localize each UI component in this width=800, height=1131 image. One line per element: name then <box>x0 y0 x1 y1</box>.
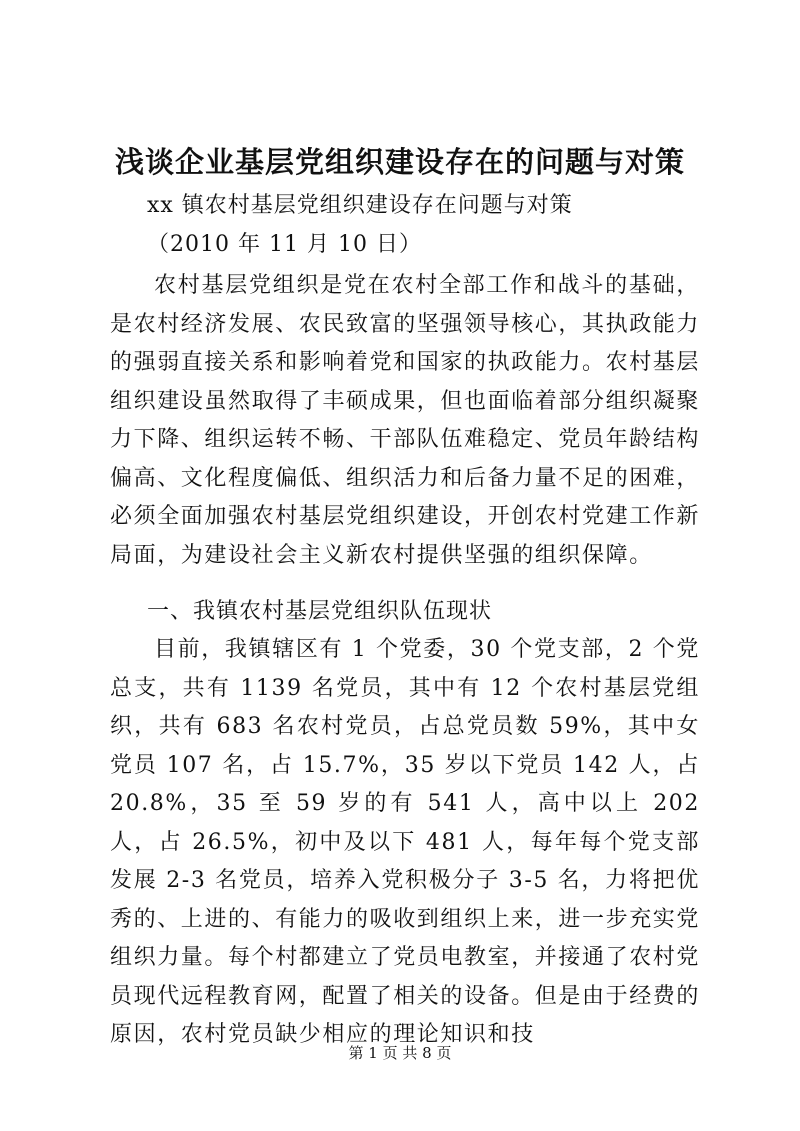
body-paragraph: 目前，我镇辖区有 1 个党委，30 个党支部，2 个党总支，共有 1139 名党员，其中有 12 个农村基层党组织，共有 683 名农村党员，占总党员数 59%，其中女党员 107 名，占 15.7%，35 岁以下党员 142 人，占 20.8%，35 至 59 岁的有 541 人，高中以上 202 人，占 26.5%，初中及以下 481 人，每年每个党支部发展 2-3 名党员，培养入党积极分子 3-5 名，力将把优秀的、上进的、有能力的吸收到组织上来，进一步充实党组织力量。每个村都建立了党员电教室，并接通了农村党员现代远程教育网，配置了相关的设备。但是由于经费的原因，农村党员缺少相应的理论知识和技 <box>110 637 701 1047</box>
section-heading: 一、我镇农村基层党组织队伍现状 <box>147 599 493 624</box>
document-subtitle: xx 镇农村基层党组织建设存在问题与对策 <box>147 193 573 218</box>
body-paragraph: 农村基层党组织是党在农村全部工作和战斗的基础，是农村经济发展、农民致富的坚强领导核心，其执政能力的强弱直接关系和影响着党和国家的执政能力。农村基层组织建设虽然取得了丰硕成果，但也面临着部分组织凝聚力下降、组织运转不畅、干部队伍难稳定、党员年龄结构偏高、文化程度偏低、组织活力和后备力量不足的困难，必须全面加强农村基层党组织建设，开创农村党建工作新局面，为建设社会主义新农村提供坚强的组织保障。 <box>110 273 701 568</box>
page-footer: 第 1 页 共 8 页 <box>348 1044 452 1062</box>
document-date: （2010 年 11 月 10 日） <box>147 232 422 257</box>
document-title: 浅谈企业基层党组织建设存在的问题与对策 <box>114 145 685 179</box>
